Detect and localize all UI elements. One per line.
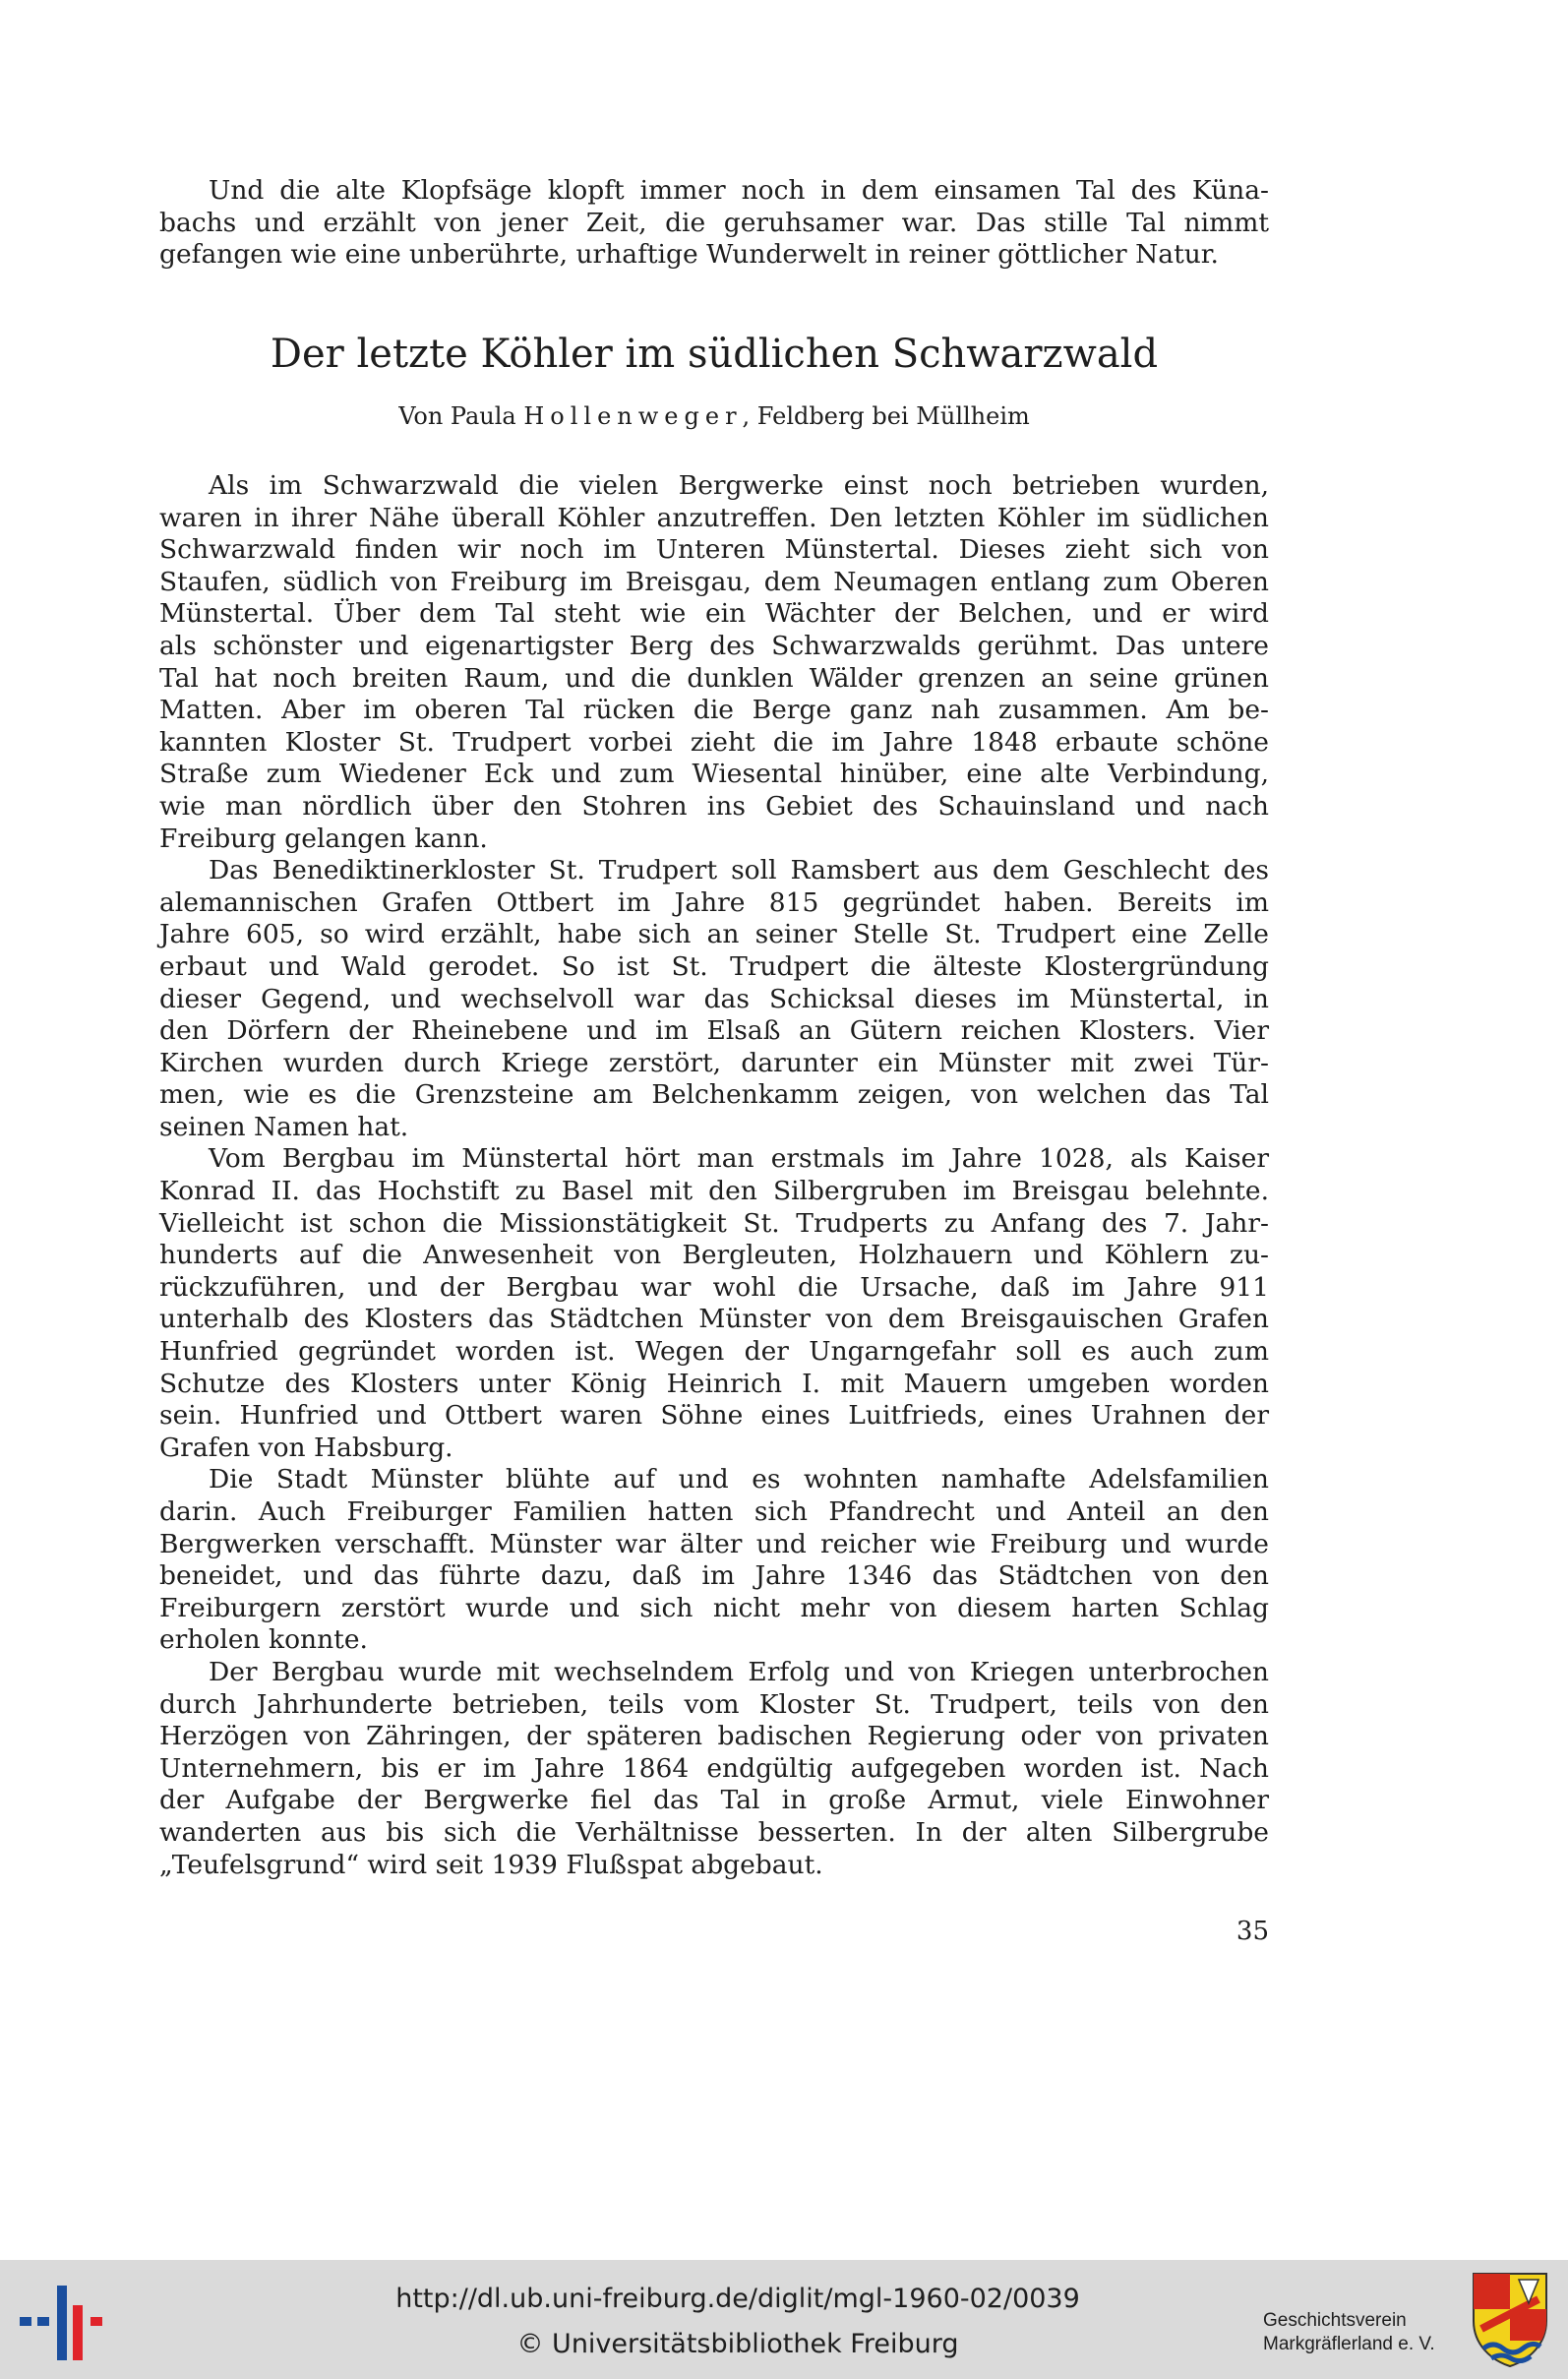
text-line: Grafen von Habsburg. (159, 1432, 453, 1463)
text-line: Hunfried gegründet worden ist. Wegen der Ungarngefahr soll es auch zum (159, 1336, 1269, 1368)
source-url-link[interactable]: http://dl.ub.uni-freiburg.de/diglit/mgl-1960-02/0039 (395, 2284, 1080, 2314)
text-line: Freiburgern zerstört wurde und sich nicht mehr von diesem harten Schlag (159, 1592, 1269, 1623)
text-line: als schönster und eigenartigster Berg des Schwarzwalds gerühmt. Das untere (159, 630, 1269, 661)
text-line: Vielleicht ist schon die Missionstätigkeit St. Trudperts zu Anfang des 7. Jahr- (159, 1207, 1269, 1239)
text-line: Kirchen wurden durch Kriege zerstört, darunter ein Münster mit zwei Tür- (159, 1047, 1269, 1078)
text-line: alemannischen Grafen Ottbert im Jahre 815 gegründet haben. Bereits im (159, 886, 1269, 918)
text-line: Als im Schwarzwald die vielen Bergwerke einst noch betrieben wurden, (209, 470, 1269, 501)
text-line: men, wie es die Grenzsteine am Belchenkamm zeigen, von welchen das Tal (159, 1079, 1269, 1111)
text-line: kannten Kloster St. Trudpert vorbei zieht die im Jahre 1848 erbaute schöne (159, 726, 1269, 758)
footer-bar (0, 2260, 1568, 2379)
text-line: Unternehmern, bis er im Jahre 1864 endgültig aufgegeben worden ist. Nach (159, 1752, 1269, 1784)
text-line: Das Benediktinerkloster St. Trudpert soll Ramsbert aus dem Geschlecht des (209, 855, 1269, 886)
society-name-line1: Geschichtsverein (1263, 2310, 1407, 2331)
text-line: rückzuführen, und der Bergbau war wohl die Ursache, daß im Jahre 911 (159, 1271, 1269, 1303)
article-title: Der letzte Köhler im südlichen Schwarzwald (270, 332, 1159, 377)
text-line: den Dörfern der Rheinebene und im Elsaß an Gütern reichen Klosters. Vier (159, 1015, 1269, 1047)
text-line: „Teufelsgrund“ wird seit 1939 Flußspat abgebaut. (159, 1849, 823, 1880)
text-line: erbaut und Wald gerodet. So ist St. Trudpert die älteste Klostergründung (159, 950, 1269, 982)
text-line: Die Stadt Münster blühte auf und es wohnten namhafte Adelsfamilien (209, 1464, 1269, 1495)
text-line: der Aufgabe der Bergwerke fiel das Tal in große Armut, viele Einwohner (159, 1785, 1269, 1816)
byline-suffix: , Feldberg bei Müllheim (742, 402, 1030, 430)
text-line: durch Jahrhunderte betrieben, teils vom Kloster St. Trudpert, teils von den (159, 1688, 1269, 1720)
page-number: 35 (1236, 1917, 1269, 1946)
text-line: Matten. Aber im oberen Tal rücken die Berge ganz nah zusammen. Am be- (159, 695, 1269, 726)
text-line: Straße zum Wiedener Eck und zum Wiesental hinüber, eine alte Verbindung, (159, 759, 1269, 790)
article-byline (159, 399, 1269, 433)
text-line: Bergwerken verschafft. Münster war älter und reicher wie Freiburg und wurde (159, 1528, 1269, 1559)
text-line: bachs und erzählt von jener Zeit, die geruhsamer war. Das stille Tal nimmt (159, 207, 1269, 238)
text-line: Herzögen von Zähringen, der späteren badischen Regierung oder von privaten (159, 1721, 1269, 1752)
text-line: sein. Hunfried und Ottbert waren Söhne eines Luitfrieds, eines Urahnen der (159, 1400, 1269, 1432)
society-name (1263, 2309, 1460, 2356)
text-line: hunderts auf die Anwesenheit von Bergleuten, Holzhauern und Köhlern zu- (159, 1240, 1269, 1271)
text-line: Münstertal. Über dem Tal steht wie ein Wächter der Belchen, und er wird (159, 598, 1269, 630)
university-library-logo-icon (18, 2280, 106, 2364)
text-line: Jahre 605, so wird erzählt, habe sich an seiner Stelle St. Trudpert eine Zelle (159, 919, 1269, 950)
text-line: dieser Gegend, und wechselvoll war das Schicksal dieses im Münstertal, in (159, 983, 1269, 1014)
copyright-text: © Universitätsbibliothek Freiburg (516, 2329, 959, 2359)
coat-of-arms-icon (1470, 2270, 1550, 2368)
text-line: Konrad II. das Hochstift zu Basel mit den Silbergruben im Breisgau belehnte. (159, 1176, 1269, 1207)
text-line: Und die alte Klopfsäge klopft immer noch in dem einsamen Tal des Küna- (209, 175, 1269, 206)
text-line: Staufen, südlich von Freiburg im Breisgau, dem Neumagen entlang zum Oberen (159, 566, 1269, 597)
text-line: erholen konnte. (159, 1624, 368, 1656)
text-line: unterhalb des Klosters das Städtchen Münster von dem Breisgauischen Grafen (159, 1304, 1269, 1335)
society-name-line2: Markgräflerland e. V. (1263, 2334, 1435, 2354)
text-line: waren in ihrer Nähe überall Köhler anzutreffen. Den letzten Köhler im südlichen (159, 502, 1269, 533)
text-line: Schwarzwald finden wir noch im Unteren Münstertal. Dieses zieht sich von (159, 534, 1269, 566)
text-line: Der Bergbau wurde mit wechselndem Erfolg und von Kriegen unterbrochen (209, 1656, 1269, 1687)
text-line: wie man nördlich über den Stohren ins Gebiet des Schauinsland und nach (159, 790, 1269, 822)
text-line: Vom Bergbau im Münstertal hört man erstmals im Jahre 1028, als Kaiser (209, 1143, 1269, 1175)
text-line: beneidet, und das führte dazu, daß im Jahre 1346 das Städtchen von den (159, 1560, 1269, 1592)
byline-prefix: Von Paula (398, 402, 516, 430)
byline-author: Hollenweger (523, 402, 743, 430)
text-line: gefangen wie eine unberührte, urhaftige Wunderwelt in reiner göttlicher Natur. (159, 239, 1219, 271)
text-line: Schutze des Klosters unter König Heinrich I. mit Mauern umgeben worden (159, 1368, 1269, 1399)
text-line: Tal hat noch breiten Raum, und die dunklen Wälder grenzen an seine grünen (159, 662, 1269, 694)
article-body (159, 470, 1269, 1881)
text-line: wanderten aus bis sich die Verhältnisse besserten. In der alten Silbergrube (159, 1816, 1269, 1848)
intro-paragraph (159, 175, 1269, 272)
text-line: darin. Auch Freiburger Familien hatten sich Pfandrecht und Anteil an den (159, 1496, 1269, 1527)
text-line: Freiburg gelangen kann. (159, 823, 488, 854)
text-line: seinen Namen hat. (159, 1111, 409, 1142)
